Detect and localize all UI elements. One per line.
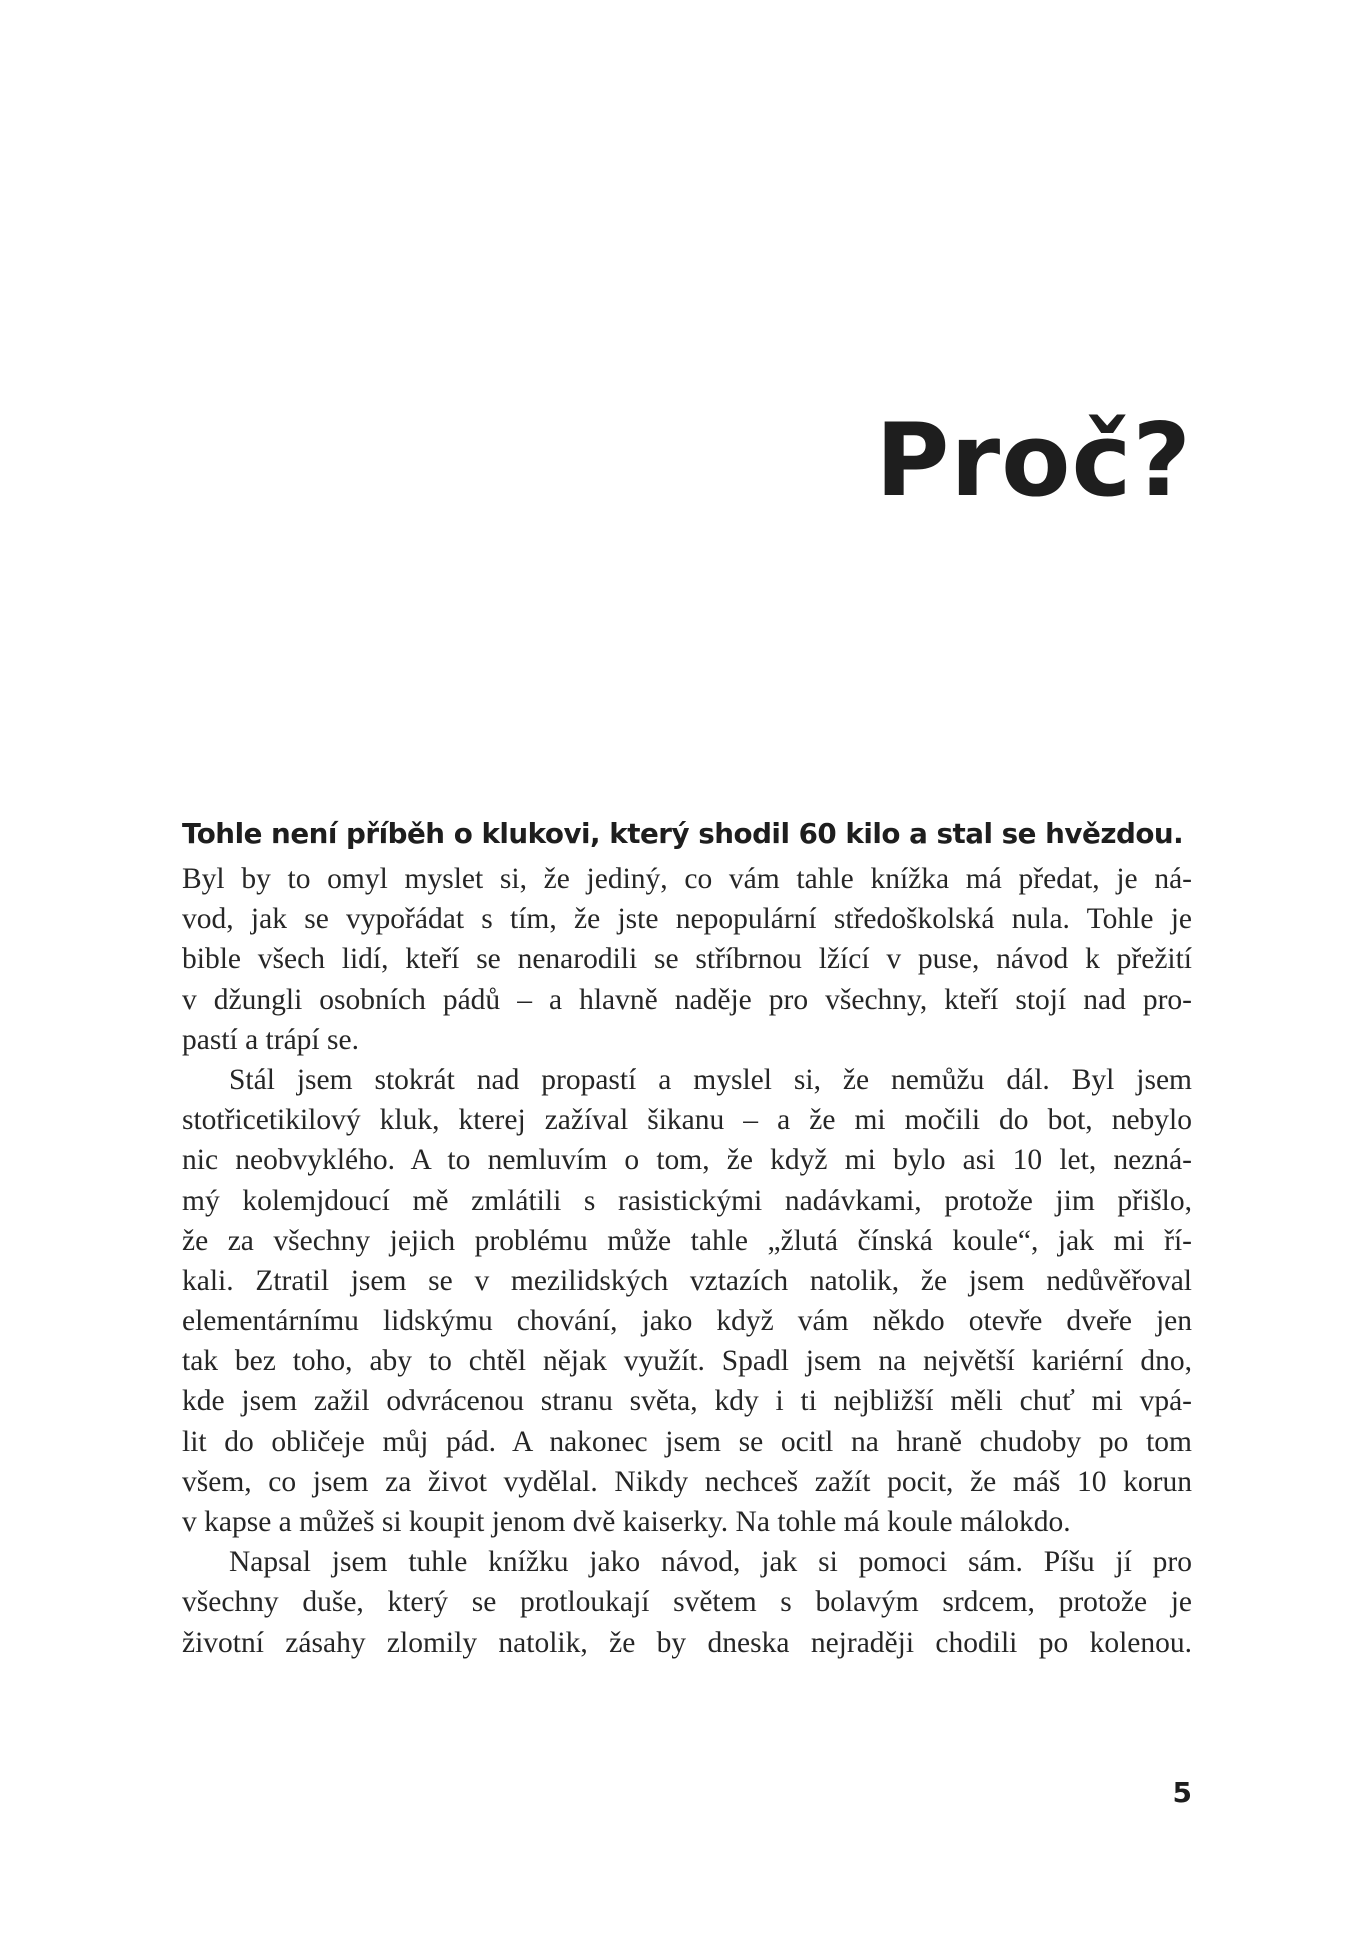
text-line: elementárnímu lidskýmu chování, jako když vám někdo otevře dveře jen: [182, 1305, 1192, 1338]
text-line: Napsal jsem tuhle knížku jako návod, jak si pomoci sám. Píšu jí pro: [229, 1546, 1192, 1579]
text-line: pastí a trápí se.: [182, 1023, 359, 1056]
text-line: všechny duše, který se protloukají světem s bolavým srdcem, protože je: [182, 1586, 1192, 1619]
text-line: životní zásahy zlomily natolik, že by dneska nejraději chodili po kolenou.: [182, 1626, 1192, 1659]
text-line: kali. Ztratil jsem se v mezilidských vztazích natolik, že jsem nedůvěřoval: [182, 1264, 1192, 1297]
body-text: [182, 859, 1192, 1663]
text-line: lit do obličeje můj pád. A nakonec jsem se ocitl na hraně chudoby po tom: [182, 1425, 1192, 1458]
text-line: mý kolemjdoucí mě zmlátili s rasistickými nadávkami, protože jim přišlo,: [182, 1184, 1192, 1217]
text-line: tak bez toho, aby to chtěl nějak využít. Spadl jsem na největší kariérní dno,: [182, 1345, 1192, 1378]
text-line: bible všech lidí, kteří se nenarodili se stříbrnou lžící v puse, návod k přežití: [182, 943, 1192, 976]
page-number: 5: [1172, 1776, 1192, 1809]
chapter-title: Proč?: [875, 401, 1192, 519]
text-line: v džungli osobních pádů – a hlavně naděje pro všechny, kteří stojí nad pro-: [182, 983, 1192, 1016]
text-line: v kapse a můžeš si koupit jenom dvě kaiserky. Na tohle má koule málokdo.: [182, 1506, 1071, 1538]
text-line: že za všechny jejich problému může tahle „žlutá čínská koule“, jak mi ří-: [182, 1224, 1192, 1257]
lead-sentence: Tohle není příběh o klukovi, který shodil 60 kilo a stal se hvězdou.: [182, 817, 1184, 850]
text-line: kde jsem zažil odvrácenou stranu světa, kdy i ti nejbližší měli chuť mi vpá-: [182, 1385, 1192, 1418]
text-line: nic neobvyklého. A to nemluvím o tom, že když mi bylo asi 10 let, nezná-: [182, 1144, 1192, 1177]
text-line: všem, co jsem za život vydělal. Nikdy nechceš zažít pocit, že máš 10 korun: [182, 1465, 1192, 1498]
text-line: stotřicetikilový kluk, kterej zažíval šikanu – a že mi močili do bot, nebylo: [182, 1104, 1192, 1137]
text-line: vod, jak se vypořádat s tím, že jste nepopulární středoškolská nula. Tohle je: [182, 903, 1192, 936]
text-line: Byl by to omyl myslet si, že jediný, co vám tahle knížka má předat, je ná-: [182, 863, 1192, 895]
text-line: Stál jsem stokrát nad propastí a myslel si, že nemůžu dál. Byl jsem: [229, 1063, 1192, 1096]
